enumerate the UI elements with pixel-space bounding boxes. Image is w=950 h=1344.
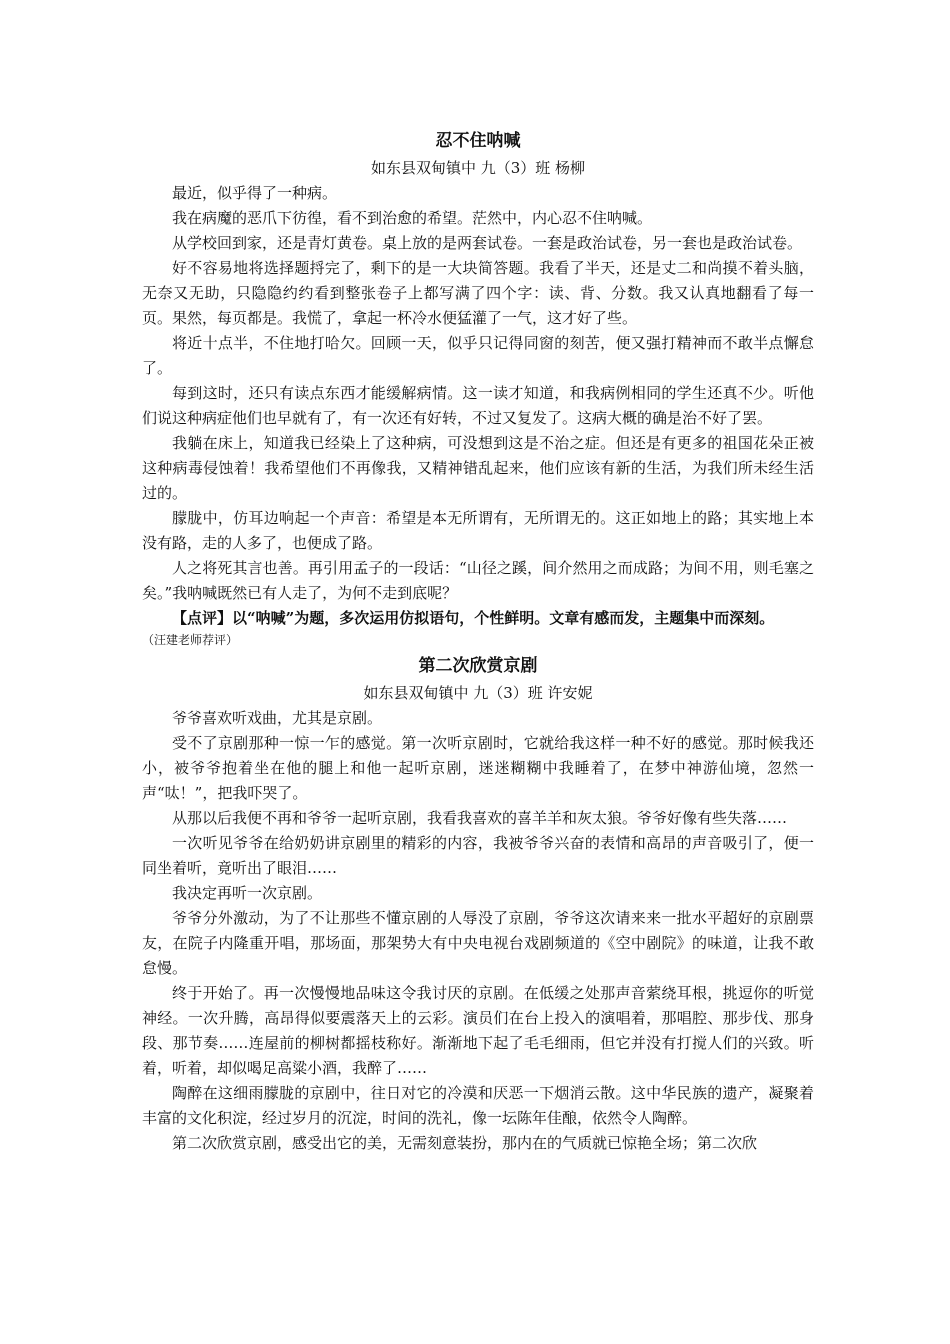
essay1-title: 忍不住呐喊 [435,131,521,151]
essay1-paragraph: 好不容易地将选择题捋完了，剩下的是一大块简答题。我看了半天，还是丈二和尚摸不着头脑，无奈又无助，只隐隐约约看到整张卷子上都写满了四个字：读、背、分数。我又认真地翻看了每一页。果然，每页都是。我慌了，拿起一杯冷水便猛灌了一气，这才好了些。 [142,259,814,327]
essay2-title: 第二次欣赏京剧 [418,656,538,676]
essay1-byline: 如东县双甸镇中 九（3）班 杨柳 [370,159,586,177]
essay1-paragraph: 我在病魔的恶爪下彷徨，看不到治愈的希望。茫然中，内心忍不住呐喊。 [172,209,653,227]
essay2-paragraph: 受不了京剧那种一惊一乍的感觉。第一次听京剧时，它就给我这样一种不好的感觉。那时候我还小，被爷爷抱着坐在他的腿上和他一起听京剧，迷迷糊糊中我睡着了，在梦中神游仙境，忽然一声“呔！”，把我吓哭了。 [142,734,814,802]
essay2-paragraph: 终于开始了。再一次慢慢地品味这令我讨厌的京剧。在低缓之处那声音萦绕耳根，挑逗你的听觉神经。一次升腾，高昂得似要震落天上的云彩。演员们在台上投入的演唱着，那唱腔、那步伐、那身段、那节奏……连屋前的柳树都摇枝称好。渐渐地下起了毛毛细雨，但它并没有打搅人们的兴致。听着，听着，却似喝足高粱小酒，我醉了…… [142,984,814,1077]
essay1-reviewer-note: （汪建老师荐评） [142,633,239,647]
essay2-paragraph: 从那以后我便不再和爷爷一起听京剧，我看我喜欢的喜羊羊和灰太狼。爷爷好像有些失落…… [172,809,788,827]
essay1-paragraph: 将近十点半，不住地打哈欠。回顾一天，似乎只记得同窗的刻苦，便又强打精神而不敢半点懈怠了。 [142,334,814,377]
essay2-paragraph: 爷爷喜欢听戏曲，尤其是京剧。 [172,709,383,727]
essay1-paragraph: 朦胧中，仿耳边响起一个声音：希望是本无所谓有，无所谓无的。这正如地上的路；其实地上本没有路，走的人多了，也便成了路。 [142,509,814,552]
essay2-paragraph: 一次听见爷爷在给奶奶讲京剧里的精彩的内容，我被爷爷兴奋的表情和高昂的声音吸引了，便一同坐着听，竟听出了眼泪…… [142,834,814,877]
essay2-paragraph: 我决定再听一次京剧。 [172,884,323,902]
essay2-paragraph: 陶醉在这细雨朦胧的京剧中，往日对它的冷漠和厌恶一下烟消云散。这中华民族的遗产，凝聚着丰富的文化积淀，经过岁月的沉淀，时间的洗礼，像一坛陈年佳酿，依然令人陶醉。 [142,1084,814,1127]
essay1-paragraph: 最近，似乎得了一种病。 [172,184,338,202]
essay2-paragraph: 第二次欣赏京剧，感受出它的美，无需刻意装扮，那内在的气质就已惊艳全场；第二次欣 [172,1134,758,1152]
essay2-paragraph: 爷爷分外激动，为了不让那些不懂京剧的人辱没了京剧，爷爷这次请来来一批水平超好的京剧票友，在院子内隆重开唱，那场面，那架势大有中央电视台戏剧频道的《空中剧院》的味道，让我不敢怠慢。 [142,909,814,977]
document-page [142,120,814,1156]
essay1-paragraph: 人之将死其言也善。再引用孟子的一段话：“山径之蹊，间介然用之而成路；为间不用，则毛塞之矣。”我呐喊既然已有人走了，为何不走到底呢？ [142,559,814,602]
essay2-byline: 如东县双甸镇中 九（3）班 许安妮 [363,684,593,702]
essay1-comment: 【点评】以“呐喊”为题，多次运用仿拟语句，个性鲜明。文章有感而发，主题集中而深刻。 [172,609,775,627]
essay1-paragraph: 我躺在床上，知道我已经染上了这种病，可没想到这是不治之症。但还是有更多的祖国花朵正被这种病毒侵蚀着！我希望他们不再像我，又精神错乱起来，他们应该有新的生活，为我们所未经生活过的。 [142,434,814,502]
essay1-paragraph: 每到这时，还只有读点东西才能缓解病情。这一读才知道，和我病例相同的学生还真不少。听他们说这种病症他们也早就有了，有一次还有好转，不过又复发了。这病大概的确是治不好了罢。 [142,384,814,427]
essay1-paragraph: 从学校回到家，还是青灯黄卷。桌上放的是两套试卷。一套是政治试卷，另一套也是政治试卷。 [172,234,803,252]
